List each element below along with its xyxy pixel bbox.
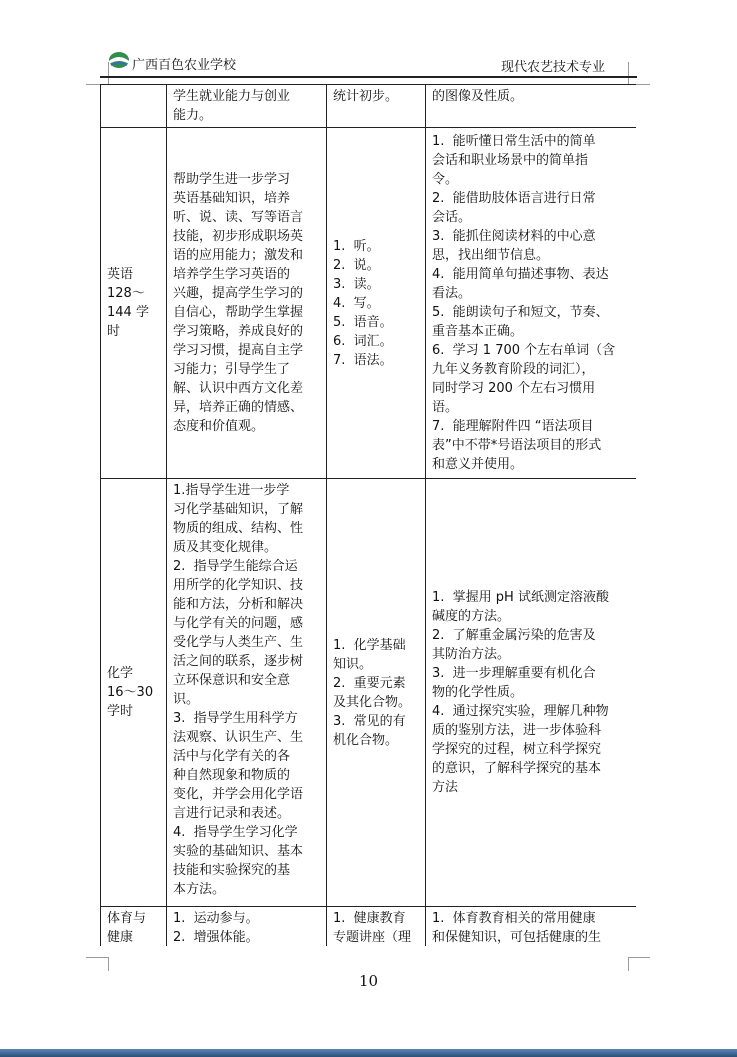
requirements-cell: 1. 体育教育相关的常用健康 和保健知识，可包括健康的生 bbox=[426, 907, 637, 947]
content-cell: 1. 听。 2. 说。 3. 读。 4. 写。 5. 语音。 6. 词汇。 7. 语法。 bbox=[327, 128, 426, 479]
school-name: 广西百色农业学校 bbox=[132, 58, 237, 73]
table-row bbox=[101, 907, 637, 947]
requirements-cell: 1. 掌握用 pH 试纸测定溶液酸 碱度的方法。 2. 了解重金属污染的危害及 其防治方法。 3. 进一步理解重要有机化合 物的化学性质。 4. 通过探究实验，理解几种物 质的鉴别方法，进一步体验科 学探究的过程，树立科学探究 的意识，了解科学探究的基本 方法 bbox=[426, 479, 637, 907]
content-cell: 1. 健康教育 专题讲座（理 bbox=[327, 907, 426, 947]
table-row bbox=[101, 85, 637, 128]
table-row bbox=[101, 479, 637, 907]
subject-cell: 化学 16～30 学时 bbox=[101, 479, 167, 907]
objectives-cell: 帮助学生进一步学习 英语基础知识，培养 听、说、读、写等语言 技能，初步形成职场英 语的应用能力；激发和 培养学生学习英语的 兴趣，提高学生学习的 自信心，帮助学生掌握 学习策略，养成良好的 学习习惯，提高自主学 习能力；引导学生了 解、认识中西方文化差 异，培养正确的情感、 态度和价值观。 bbox=[167, 128, 327, 479]
page-header bbox=[100, 48, 637, 76]
subject-cell: 体育与 健康 bbox=[101, 907, 167, 947]
curriculum-table-wrapper bbox=[100, 84, 636, 946]
content-cell: 1. 化学基础 知识。 2. 重要元素 及其化合物。 3. 常见的有 机化合物。 bbox=[327, 479, 426, 907]
requirements-cell: 1. 能听懂日常生活中的简单 会话和职业场景中的简单指 令。 2. 能借助肢体语言进行日常 会话。 3. 能抓住阅读材料的中心意 思，找出细节信息。 4. 能用简单句描述事物、表达 看法。 5. 能朗读句子和短文，节奏、 重音基本正确。 6. 学习 1 700 个左右单词（含 九年义务教育阶段的词汇）， 同时学习 200 个左右习惯用 语。 7. 能理解附件四 “语法项目 表”中不带*号语法项目的形式 和意义并使用。 bbox=[426, 128, 637, 479]
window-bottom-bar bbox=[0, 1049, 737, 1057]
curriculum-table bbox=[100, 84, 636, 946]
page-number: 10 bbox=[358, 972, 379, 990]
major-name: 现代农艺技术专业 bbox=[500, 60, 605, 75]
school-logo-icon bbox=[108, 51, 130, 71]
objectives-cell: 1. 运动参与。 2. 增强体能。 bbox=[167, 907, 327, 947]
objectives-cell: 1.指导学生进一步学 习化学基础知识，了解 物质的组成、结构、性 质及其变化规律。 2. 指导学生能综合运 用所学的化学知识、技 能和方法，分析和解决 与化学有关的问题，感 受化学与人类生产、生 活之间的联系，逐步树 立环保意识和安全意 识。 3. 指导学生用科学方 法观察、认识生产、生 活中与化学有关的各 种自然现象和物质的 变化，并学会用化学语 言进行记录和表述。 4. 指导学生学习化学 实验的基础知识、基本 技能和实验探究的基 本方法。 bbox=[167, 479, 327, 907]
header-rule bbox=[100, 76, 637, 78]
subject-cell: 英语 128～ 144 学 时 bbox=[101, 128, 167, 479]
requirements-cell: 的图像及性质。 bbox=[426, 85, 637, 128]
objectives-cell: 学生就业能力与创业 能力。 bbox=[167, 85, 327, 128]
table-row bbox=[101, 128, 637, 479]
subject-cell bbox=[101, 85, 167, 128]
content-cell: 统计初步。 bbox=[327, 85, 426, 128]
